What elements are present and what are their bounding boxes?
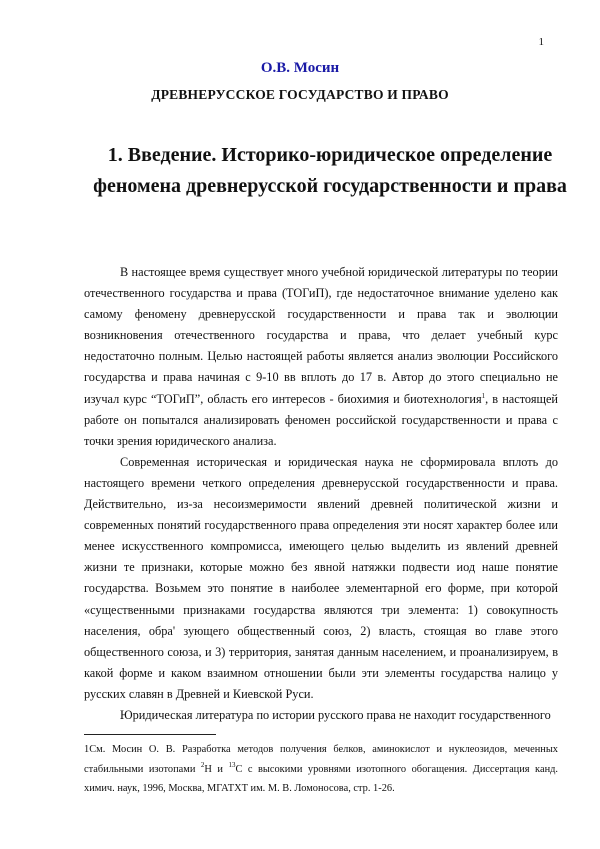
- footnote-text-c: С с высокими уровнями изотопного обогащения. Диссертация канд. химич. наук, 1996, Москва, МГАТХТ им. М. В. Ломоносова, стр. 1-26.: [84, 763, 559, 794]
- document-title: ДРЕВНЕРУССКОЕ ГОСУДАРСТВО И ПРАВО: [151, 87, 449, 102]
- paragraph-1-text-b: , в настоящей работе он попытался анализировать феномен российской государственности и права с точки зрения юридического анализа.: [84, 391, 558, 448]
- footnote-text-b: Н и: [204, 763, 229, 775]
- footnote-reference: 1: [481, 391, 486, 400]
- body-text: [84, 262, 558, 726]
- paragraph-1: [84, 262, 558, 452]
- footnote: [84, 740, 558, 799]
- page-number: 1: [538, 36, 544, 48]
- paragraph-1-text-a: В настоящее время существует много учебной юридической литературы по теории отечественного государства и права (ТОГиП), где недостаточное внимание уделено как самому феномену древнерусской государственности и права так и эволюции возникновения отечественного государства и права, что делает учебный курс недостаточно полным. Целью настоящей работы является анализ эволюции Российского государства и права начиная с 9-10 вв вплоть до 17 в. Автор до этого специально не изучал курс “ТОГиП”, область его интересов - биохимия и биотехнология: [84, 265, 558, 406]
- paragraph-2: Современная историческая и юридическая наука не сформировала вплоть до настоящего времени четкого определения древнерусской государственности и права. Действительно, из-за несоизмеримости явлений древней политической жизни и современных понятий государственного права определения эти носят характер более или менее искусственного компромисса, имеющего целью выделить из явлений древней жизни те признаки, которые можно без явной натяжки подвести иод наше понятие государства. Возьмем это понятие в наиболее элементарной его форме, при которой «существенными признаками государства являются три элемента: 1) совокупность населения, обра' зующего общественный союз, 2) власть, стоящая во главе этого общественного союза, и 3) территория, занятая данным населением, и проанализируем, в какой форме и каком взаимном отношении были эти элементы государства налицо у русских славян в Древней и Киевской Руси.: [84, 454, 558, 701]
- footnote-divider: [84, 734, 216, 735]
- footnote-text-a: См. Мосин О. В. Разработка методов получения белков, аминокислот и нуклеозидов, меченных стабильными изотопами: [84, 744, 558, 775]
- isotope-mass-c: 13: [228, 760, 236, 769]
- section-heading: 1. Введение. Историко-юридическое определение феномена древнерусской государственности и права: [93, 144, 567, 197]
- footnote-marker: 1: [84, 744, 90, 755]
- paragraph-3: Юридическая литература по истории русского права не находит государственного: [120, 707, 551, 722]
- author-name: О.В. Мосин: [260, 60, 340, 76]
- isotope-mass-h: 2: [200, 760, 205, 769]
